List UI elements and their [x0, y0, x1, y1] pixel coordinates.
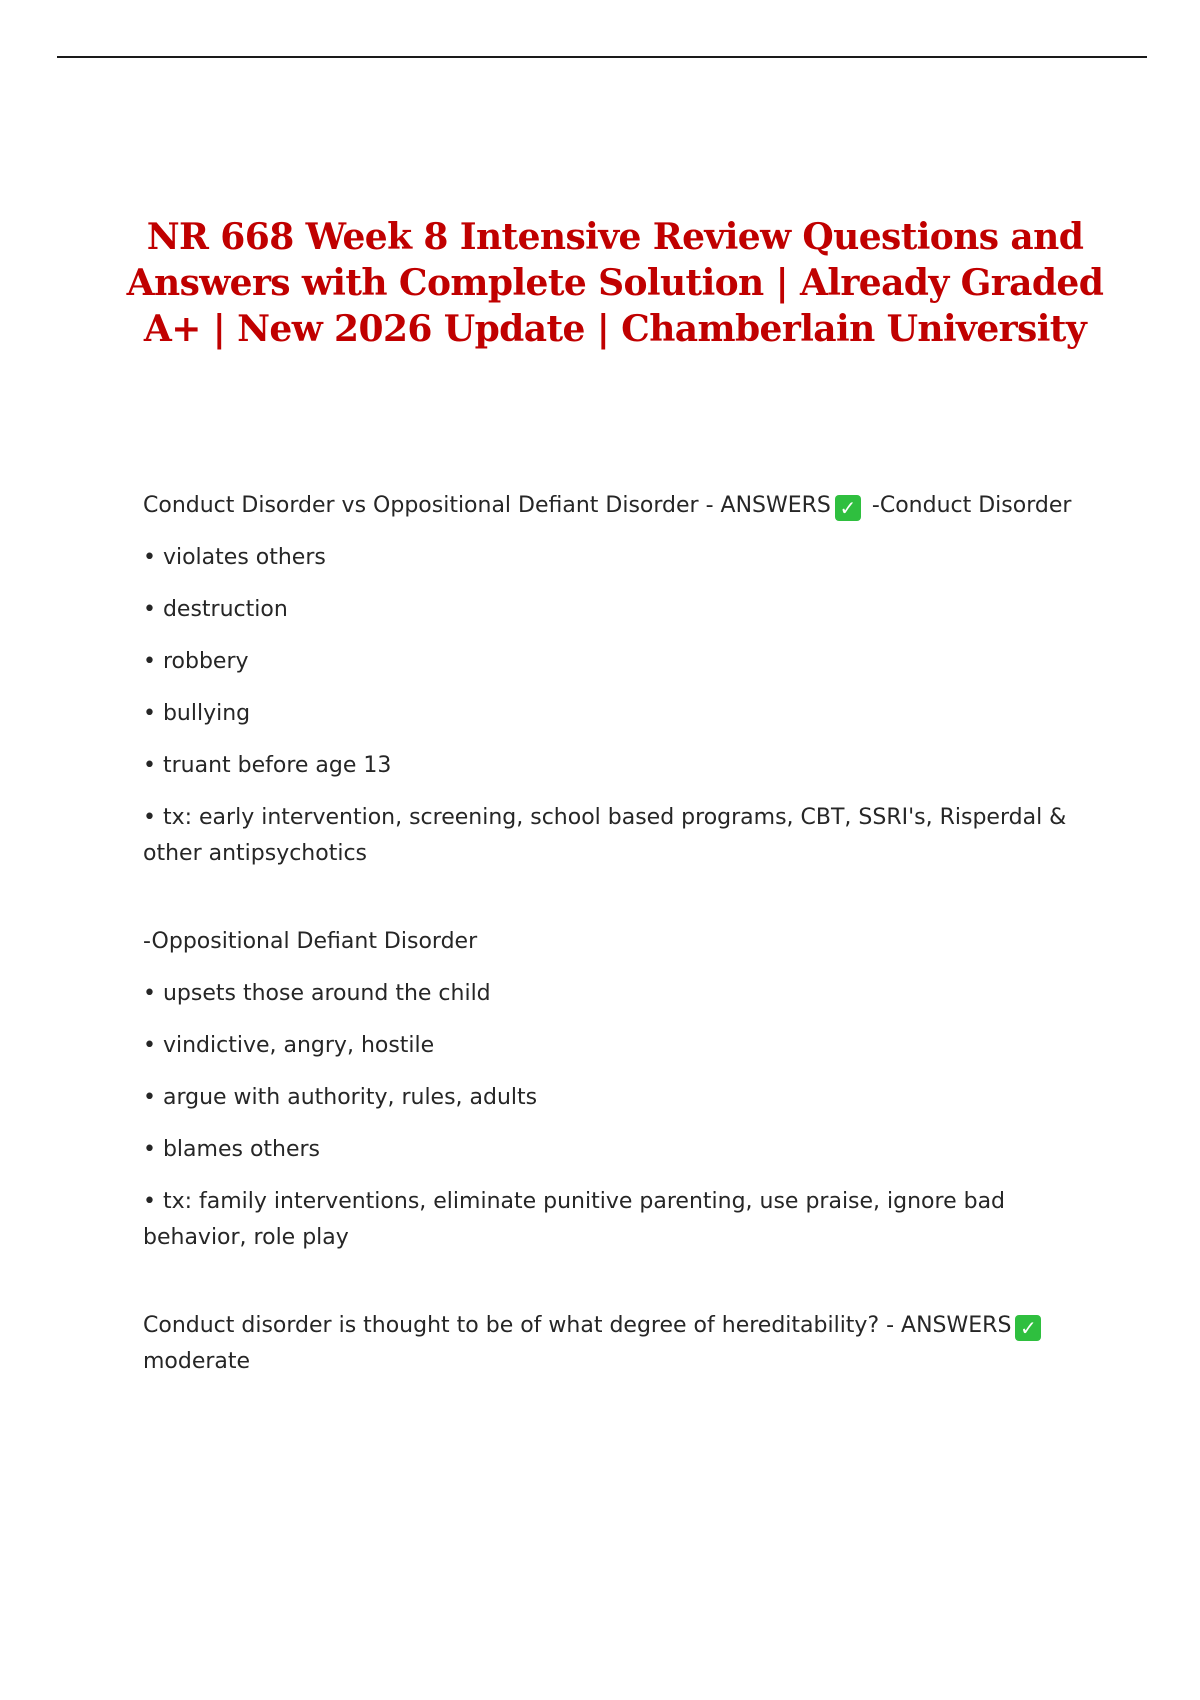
- list-item: • upsets those around the child: [143, 981, 491, 1006]
- odd-heading: -Oppositional Defiant Disorder: [143, 929, 478, 954]
- check-mark-icon: ✓: [835, 495, 861, 521]
- list-item: • truant before age 13: [143, 753, 392, 778]
- document-body: [143, 488, 1083, 1396]
- list-item: • destruction: [143, 597, 288, 622]
- check-mark-icon: ✓: [1015, 1315, 1041, 1341]
- list-item: • tx: early intervention, screening, school based programs, CBT, SSRI's, Risperdal & other antipsychotics: [143, 805, 1067, 866]
- list-item: • blames others: [143, 1137, 321, 1162]
- top-horizontal-rule: [57, 56, 1147, 58]
- question-1: [143, 488, 1083, 524]
- answer-2-text: moderate: [143, 1349, 251, 1374]
- document-title: NR 668 Week 8 Intensive Review Questions and Answers with Complete Solution | Already Graded A+ | New 2026 Update | Chamberlain University: [126, 216, 1104, 350]
- question-2-text: Conduct disorder is thought to be of what degree of hereditability? - ANSWERS: [143, 1313, 1012, 1338]
- list-item: • robbery: [143, 649, 249, 674]
- list-item: • violates others: [143, 545, 326, 570]
- question-1-text: Conduct Disorder vs Oppositional Defiant Disorder - ANSWERS: [143, 493, 831, 518]
- list-item: • tx: family interventions, eliminate punitive parenting, use praise, ignore bad behavior, role play: [143, 1189, 1006, 1250]
- answer-1-intro: -Conduct Disorder: [864, 493, 1072, 518]
- list-item: • bullying: [143, 701, 251, 726]
- list-item: • vindictive, angry, hostile: [143, 1033, 435, 1058]
- list-item: • argue with authority, rules, adults: [143, 1085, 538, 1110]
- question-2: [143, 1308, 1083, 1380]
